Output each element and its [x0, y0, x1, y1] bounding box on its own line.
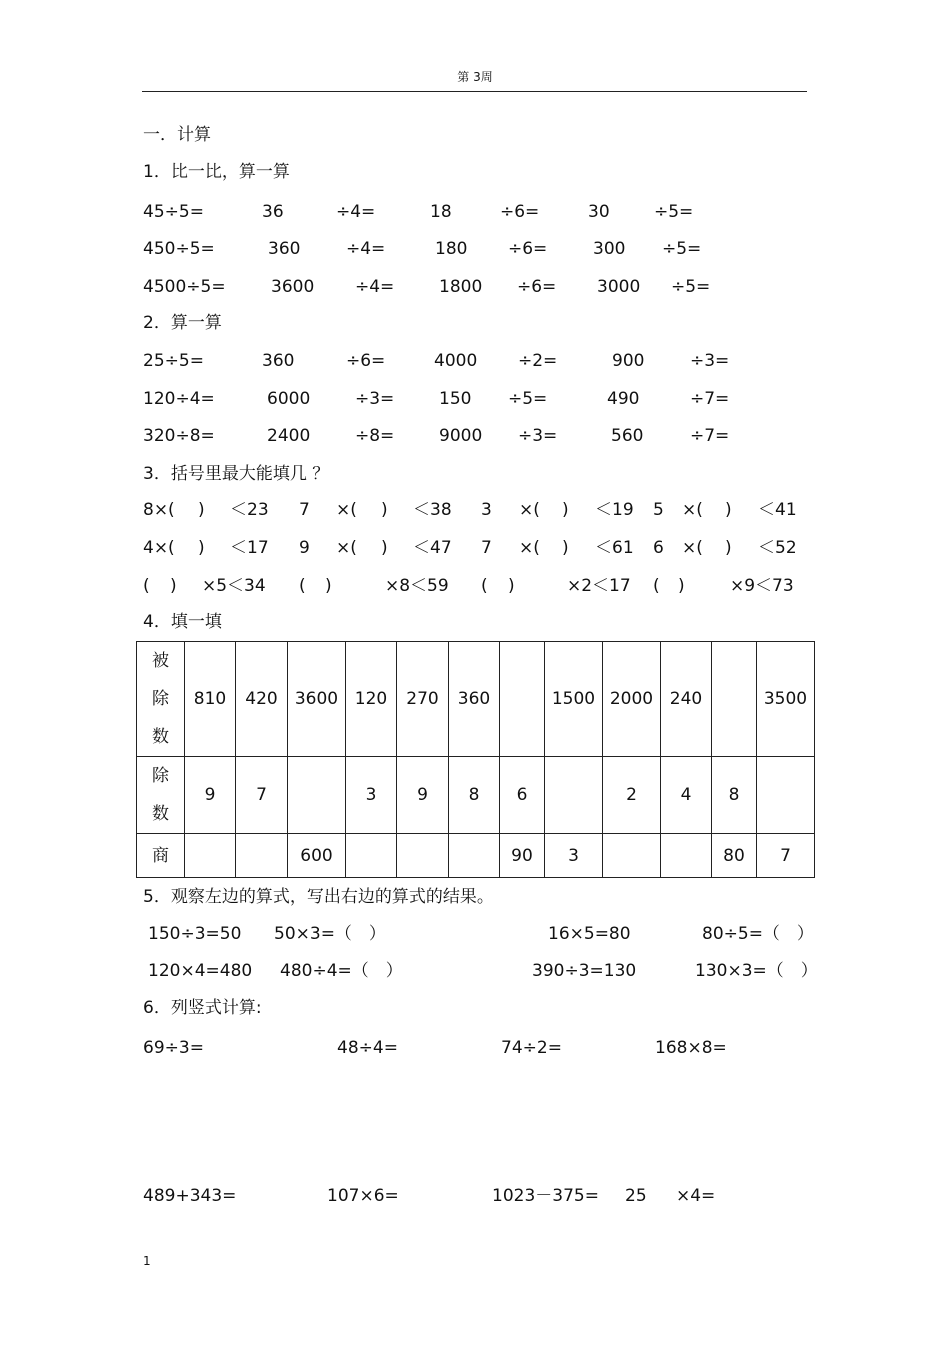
- q2-cell: 120÷4=: [143, 389, 215, 409]
- q3-title: 3．括号里最大能填几 ？: [143, 464, 330, 484]
- q3-cell: ): [508, 576, 515, 596]
- divisor-cell: [288, 757, 346, 834]
- q2-cell: 320÷8=: [143, 426, 215, 446]
- q2-cell: 900: [612, 351, 645, 371]
- dividend-cell: [500, 642, 545, 757]
- quotient-cell: 80: [712, 834, 757, 878]
- q2-cell: ÷7=: [690, 426, 730, 446]
- q3-cell: 4×(: [143, 538, 175, 558]
- q4-title: 4．填一填: [143, 612, 222, 632]
- q3-cell: ×(: [682, 538, 703, 558]
- q6-cell: 168×8=: [655, 1038, 727, 1058]
- q1-cell: ÷6=: [508, 239, 548, 259]
- divisor-cell: [545, 757, 603, 834]
- q3-cell: ): [562, 538, 569, 558]
- q1-cell: 1800: [439, 277, 483, 297]
- q5-cell: 150÷3=50: [148, 924, 242, 944]
- q2-cell: 490: [607, 389, 640, 409]
- q3-cell: ×5＜34: [202, 576, 266, 596]
- q3-cell: ): [198, 500, 205, 520]
- quotient-cell: [661, 834, 712, 878]
- divisor-cell: 8: [712, 757, 757, 834]
- q1-cell: ÷4=: [355, 277, 395, 297]
- q6-cell: ×4=: [676, 1186, 716, 1206]
- q3-cell: ＜38: [413, 500, 452, 520]
- q2-cell: ÷3=: [690, 351, 730, 371]
- divisor-cell: 4: [661, 757, 712, 834]
- q1-cell: 300: [593, 239, 626, 259]
- q2-cell: ÷8=: [355, 426, 395, 446]
- q3-cell: ＜47: [413, 538, 452, 558]
- quotient-cell: 3: [545, 834, 603, 878]
- q5-cell: 50×3=（ ）: [274, 924, 386, 944]
- quotient-cell: [236, 834, 288, 878]
- table-row-quotient: [137, 834, 815, 878]
- q1-cell: ÷4=: [346, 239, 386, 259]
- q3-cell: 9: [299, 538, 310, 558]
- table-row-divisor: [137, 757, 815, 834]
- quotient-cell: 90: [500, 834, 545, 878]
- table-row-dividend: [137, 642, 815, 757]
- divisor-cell: 9: [397, 757, 449, 834]
- q1-cell: ÷5=: [662, 239, 702, 259]
- q6-cell: 48÷4=: [337, 1038, 398, 1058]
- q2-title: 2．算一算: [143, 313, 222, 333]
- q3-cell: ): [325, 576, 332, 596]
- divisor-cell: 6: [500, 757, 545, 834]
- q3-cell: ): [170, 576, 177, 596]
- q2-cell: ÷3=: [518, 426, 558, 446]
- q5-cell: 390÷3=130: [532, 961, 637, 981]
- q3-cell: ): [725, 538, 732, 558]
- dividend-cell: 420: [236, 642, 288, 757]
- q3-cell: ): [725, 500, 732, 520]
- q2-cell: ÷2=: [518, 351, 558, 371]
- q2-cell: 2400: [267, 426, 311, 446]
- page-number: 1: [143, 1254, 151, 1268]
- quotient-cell: 600: [288, 834, 346, 878]
- q2-cell: ÷5=: [508, 389, 548, 409]
- q3-cell: ×(: [519, 538, 540, 558]
- q2-cell: 150: [439, 389, 472, 409]
- quotient-cell: [603, 834, 661, 878]
- q3-cell: (: [143, 576, 150, 596]
- q2-cell: 560: [611, 426, 644, 446]
- divisor-cell: 3: [346, 757, 397, 834]
- q3-cell: ＜17: [230, 538, 269, 558]
- q1-cell: ÷5=: [654, 202, 694, 222]
- q3-cell: ＜19: [595, 500, 634, 520]
- q3-cell: ×(: [519, 500, 540, 520]
- q1-cell: 450÷5=: [143, 239, 215, 259]
- quotient-cell: [449, 834, 500, 878]
- q1-cell: 360: [268, 239, 301, 259]
- q6-cell: 25: [625, 1186, 647, 1206]
- q1-cell: ÷4=: [336, 202, 376, 222]
- dividend-cell: 120: [346, 642, 397, 757]
- dividend-cell: 360: [449, 642, 500, 757]
- quotient-cell: [397, 834, 449, 878]
- q3-cell: (: [299, 576, 306, 596]
- q1-cell: 18: [430, 202, 452, 222]
- q6-cell: 489+343=: [143, 1186, 237, 1206]
- q3-cell: 5: [653, 500, 664, 520]
- q2-cell: 25÷5=: [143, 351, 204, 371]
- row-label-quotient: 商: [137, 834, 185, 878]
- q3-cell: 3: [481, 500, 492, 520]
- header-rule: [142, 91, 807, 92]
- q5-cell: 480÷4=（ ）: [280, 961, 403, 981]
- q3-cell: ×2＜17: [567, 576, 631, 596]
- q1-cell: ÷5=: [671, 277, 711, 297]
- q1-cell: 3000: [597, 277, 641, 297]
- q6-title: 6．列竖式计算:: [143, 998, 262, 1018]
- row-label-dividend: [137, 642, 185, 757]
- q1-cell: 4500÷5=: [143, 277, 226, 297]
- row-label-char: 除: [152, 766, 169, 786]
- q3-cell: 8×(: [143, 500, 175, 520]
- q3-cell: ＜23: [230, 500, 269, 520]
- q3-cell: (: [653, 576, 660, 596]
- dividend-cell: 2000: [603, 642, 661, 757]
- q1-title: 1．比一比，算一算: [143, 162, 290, 182]
- row-label-char: 被: [152, 651, 169, 671]
- dividend-cell: [712, 642, 757, 757]
- q3-cell: 7: [481, 538, 492, 558]
- q1-cell: 180: [435, 239, 468, 259]
- q5-cell: 120×4=480: [148, 961, 253, 981]
- section-title: 一．计算: [143, 125, 211, 145]
- row-label-char: 除: [152, 689, 169, 709]
- q3-cell: ×(: [336, 500, 357, 520]
- page-header-title: 第 3周: [457, 70, 493, 84]
- dividend-cell: 810: [185, 642, 236, 757]
- quotient-cell: 7: [757, 834, 815, 878]
- q2-cell: ÷6=: [346, 351, 386, 371]
- q5-cell: 16×5=80: [548, 924, 631, 944]
- q5-cell: 80÷5=（ ）: [702, 924, 814, 944]
- q1-cell: 30: [588, 202, 610, 222]
- q3-cell: ＜52: [758, 538, 797, 558]
- q2-cell: ÷7=: [690, 389, 730, 409]
- divisor-cell: 9: [185, 757, 236, 834]
- q3-cell: ): [562, 500, 569, 520]
- division-table: [136, 641, 815, 878]
- divisor-cell: 8: [449, 757, 500, 834]
- q3-cell: ×(: [336, 538, 357, 558]
- q3-cell: ＜41: [758, 500, 797, 520]
- q3-cell: (: [481, 576, 488, 596]
- divisor-cell: [757, 757, 815, 834]
- quotient-cell: [185, 834, 236, 878]
- row-label-divisor: [137, 757, 185, 834]
- q3-cell: ×(: [682, 500, 703, 520]
- q6-cell: 69÷3=: [143, 1038, 204, 1058]
- q1-cell: 3600: [271, 277, 315, 297]
- q5-cell: 130×3=（ ）: [695, 961, 818, 981]
- row-label-char: 数: [152, 727, 169, 747]
- dividend-cell: 270: [397, 642, 449, 757]
- row-label-char: 数: [152, 804, 169, 824]
- q1-cell: ÷6=: [517, 277, 557, 297]
- q5-title: 5．观察左边的算式，写出右边的算式的结果。: [143, 887, 494, 907]
- q3-cell: ): [381, 538, 388, 558]
- q3-cell: 7: [299, 500, 310, 520]
- divisor-cell: 2: [603, 757, 661, 834]
- q2-cell: 360: [262, 351, 295, 371]
- q1-cell: ÷6=: [500, 202, 540, 222]
- quotient-cell: [346, 834, 397, 878]
- q3-cell: ): [381, 500, 388, 520]
- q2-cell: 4000: [434, 351, 478, 371]
- q3-cell: ): [198, 538, 205, 558]
- q6-cell: 1023－375=: [492, 1186, 599, 1206]
- q3-cell: 6: [653, 538, 664, 558]
- dividend-cell: 3600: [288, 642, 346, 757]
- dividend-cell: 3500: [757, 642, 815, 757]
- q6-cell: 74÷2=: [501, 1038, 562, 1058]
- q2-cell: 9000: [439, 426, 483, 446]
- q3-cell: ＜61: [595, 538, 634, 558]
- q3-cell: ): [678, 576, 685, 596]
- q3-cell: ×9＜73: [730, 576, 794, 596]
- q3-cell: ×8＜59: [385, 576, 449, 596]
- q2-cell: 6000: [267, 389, 311, 409]
- divisor-cell: 7: [236, 757, 288, 834]
- dividend-cell: 240: [661, 642, 712, 757]
- q2-cell: ÷3=: [355, 389, 395, 409]
- q1-cell: 36: [262, 202, 284, 222]
- q1-cell: 45÷5=: [143, 202, 204, 222]
- dividend-cell: 1500: [545, 642, 603, 757]
- q6-cell: 107×6=: [327, 1186, 399, 1206]
